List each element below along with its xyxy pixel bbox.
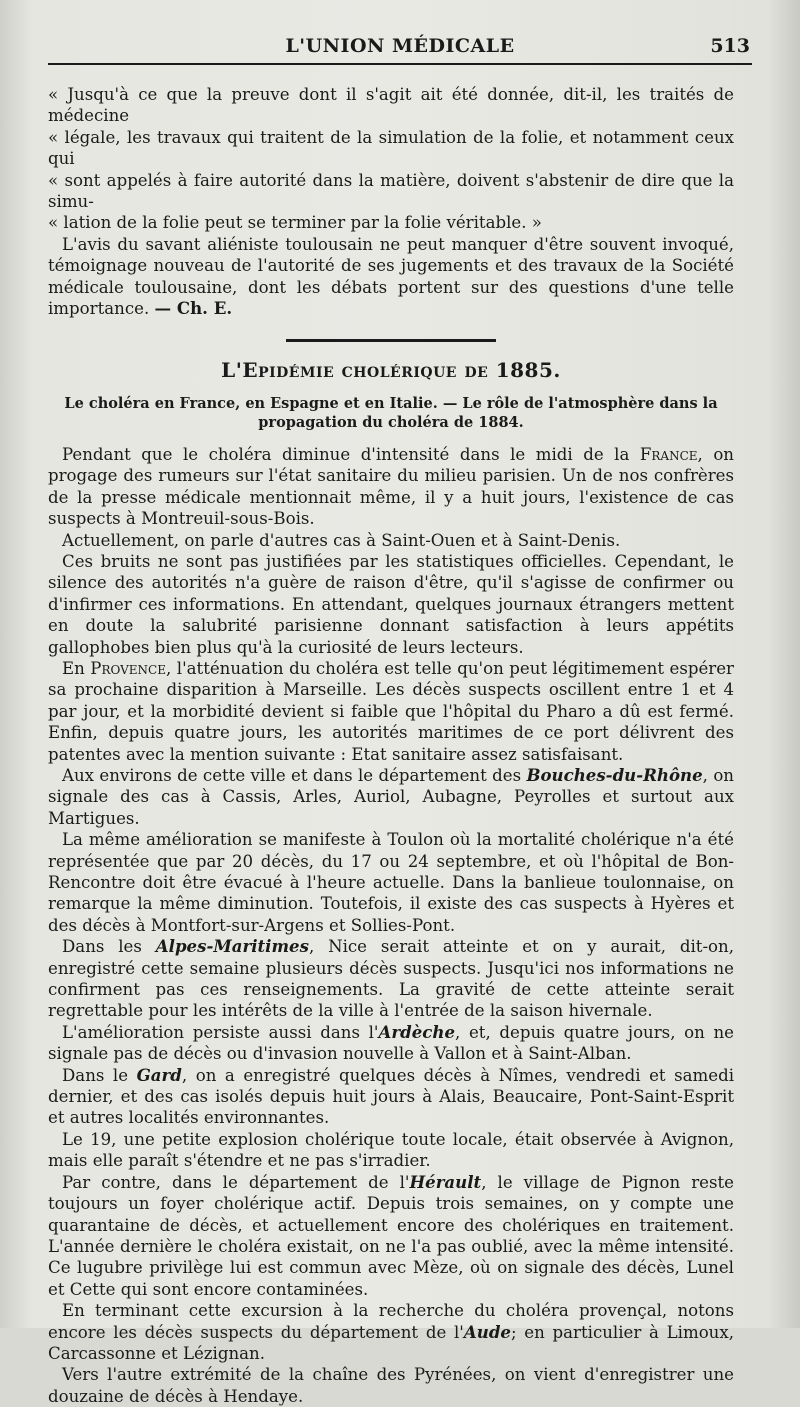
intro-paragraph [48, 234, 734, 320]
section-title: L'Epidémie cholérique de 1885. [221, 358, 561, 383]
section-subtitle: Le choléra en France, en Espagne et en Italie. — Le rôle de l'atmosphère dans la propagation du choléra de 1884. [64, 394, 718, 431]
p11-place: Hérault [409, 1171, 482, 1192]
paragraph-3: Ces bruits ne sont pas justifiées par les statistiques officielles. Cependant, le silence des autorités n'a guère de raison d'être, qu'il s'agisse de confirmer ou d'infirmer ces informations. En attendant, quelques journaux étrangers mettent en doute la salubrité parisienne donnant satisfaction à leurs appétits gallophobes bien plus qu'à la curiosité de leurs lecteurs. [48, 551, 734, 657]
p8-rest: , et, depuis quatre jours, on ne signale pas de décès ou d'invasion nouvelle à Vallon et à Saint-Alban. [48, 1022, 734, 1064]
p5-place: Bouches-du-Rhône [526, 764, 703, 785]
p12-rest: ; en particulier à Limoux, Carcassonne et Lézignan. [48, 1322, 735, 1363]
p1-smallcaps: France [639, 444, 698, 464]
p11-text: Par contre, dans le département de l' [62, 1172, 410, 1192]
running-header [48, 33, 752, 65]
p7-place: Alpes-Maritimes [155, 936, 309, 957]
p7-text: Dans les [62, 937, 156, 957]
page-number: 513 [710, 35, 750, 57]
p4-lead: En [62, 658, 91, 678]
p7-rest: , Nice serait atteinte et on y aurait, dit-on, enregistré cette semaine plusieurs décès suspects. Jusqu'ici nos informations ne confirment pas ces renseignements. La gravité de cette atteinte serait regrettable pour les intérêts de la ville à l'entrée de la saison hivernale. [48, 937, 735, 1021]
section-divider [286, 339, 496, 342]
paragraph-4 [48, 658, 734, 765]
p5-text: Aux environs de cette ville et dans le département des [62, 765, 527, 785]
quote-line-1: « Jusqu'à ce que la preuve dont il s'agit ait été donnée, dit-il, les traités de médecine [48, 85, 734, 126]
quote-line-2: « légale, les travaux qui traitent de la simulation de la folie, et notamment ceux qui [48, 127, 734, 169]
p8-place: Ardèche [378, 1021, 456, 1042]
p9-text: Dans le [62, 1065, 137, 1085]
paragraph-1 [48, 444, 734, 530]
p4-text: , l'atténuation du choléra est telle qu'on peut légitimement espérer sa prochaine disparition à Marseille. Les décès suspects oscillent entre 1 et 4 par jour, et la morbidité devient si faible que l'hôpital du Pharo a dû est fermé. Enfin, depuis quatre jours, les autorités maritimes de ce port délivrent des patentes avec la mention suivante : Etat sanitaire assez satisfaisant. [48, 658, 734, 764]
quote-line-3: « sont appelés à faire autorité dans la matière, doivent s'abstenir de dire que la simu- [48, 170, 734, 212]
intro-paragraph-text: L'avis du savant aliéniste toulousain ne peut manquer d'être souvent invoqué, témoignage nouveau de l'autorité de ses jugements et des travaux de la Société médicale toulousaine, dont les débats portent sur des questions d'une telle importance. [48, 234, 734, 319]
paragraph-12 [48, 1300, 734, 1364]
p1-rest: , on progage des rumeurs sur l'état sanitaire du milieu parisien. Un de nos confrères de la presse médicale mentionnait même, il y a huit jours, l'existence de cas suspects à Montreuil-sous-Bois. [48, 444, 734, 529]
paragraph-9 [48, 1065, 734, 1129]
p1-text: Pendant que le choléra diminue d'intensité dans le midi de la [62, 444, 640, 464]
paragraph-8 [48, 1022, 734, 1065]
paragraph-2: Actuellement, on parle d'autres cas à Saint-Ouen et à Saint-Denis. [62, 530, 621, 550]
paragraph-5 [48, 765, 734, 829]
paragraph-10: Le 19, une petite explosion cholérique toute locale, était observée à Avignon, mais elle paraît s'étendre et ne pas s'irradier. [48, 1129, 734, 1171]
p12-place: Aude [463, 1321, 511, 1342]
p8-text: L'amélioration persiste aussi dans l' [62, 1022, 379, 1042]
intro-signature: — Ch. E. [154, 298, 233, 319]
p11-rest: , le village de Pignon reste toujours un foyer cholérique actif. Depuis trois semaines, on y compte une quarantaine de décès, et actuellement encore des cholériques en traitement. L'année dernière le choléra existait, on ne l'a pas oublié, avec la même intensité. Ce lugubre privilège lui est commun avec Mèze, où on signale des décès, Lunel et Cette qui sont encore contaminées. [48, 1172, 734, 1299]
journal-title: L'UNION MÉDICALE [285, 35, 515, 57]
paragraph-7 [48, 936, 734, 1022]
p9-place: Gard [136, 1064, 182, 1085]
p12-text: En terminant cette excursion à la recherche du choléra provençal, notons encore les décès suspects du département de l' [48, 1301, 734, 1342]
p5-rest: , on signale des cas à Cassis, Arles, Auriol, Aubagne, Peyrolles et surtout aux Martigues. [48, 765, 734, 828]
paragraph-13: Vers l'autre extrémité de la chaîne des Pyrénées, on vient d'enregistrer une douzaine de décès à Hendaye. [48, 1365, 734, 1406]
quote-line-4: « lation de la folie peut se terminer par la folie véritable. » [48, 213, 542, 233]
p9-rest: , on a enregistré quelques décès à Nîmes, vendredi et samedi dernier, et des cas isolés depuis huit jours à Alais, Beaucaire, Pont-Saint-Esprit et autres localités environnantes. [48, 1065, 734, 1128]
paragraph-6: La même amélioration se manifeste à Toulon où la mortalité cholérique n'a été représentée que par 20 décès, du 17 ou 24 septembre, et où l'hôpital de Bon-Rencontre doit être évacué à l'heure actuelle. Dans la banlieue toulonnaise, on remarque la même diminution. Toutefois, il existe des cas suspects à Hyères et des décès à Montfort-sur-Argens et Sollies-Pont. [48, 830, 734, 935]
article-body [48, 84, 734, 1407]
p4-smallcaps: Provence [90, 658, 166, 678]
paragraph-11 [48, 1172, 734, 1300]
